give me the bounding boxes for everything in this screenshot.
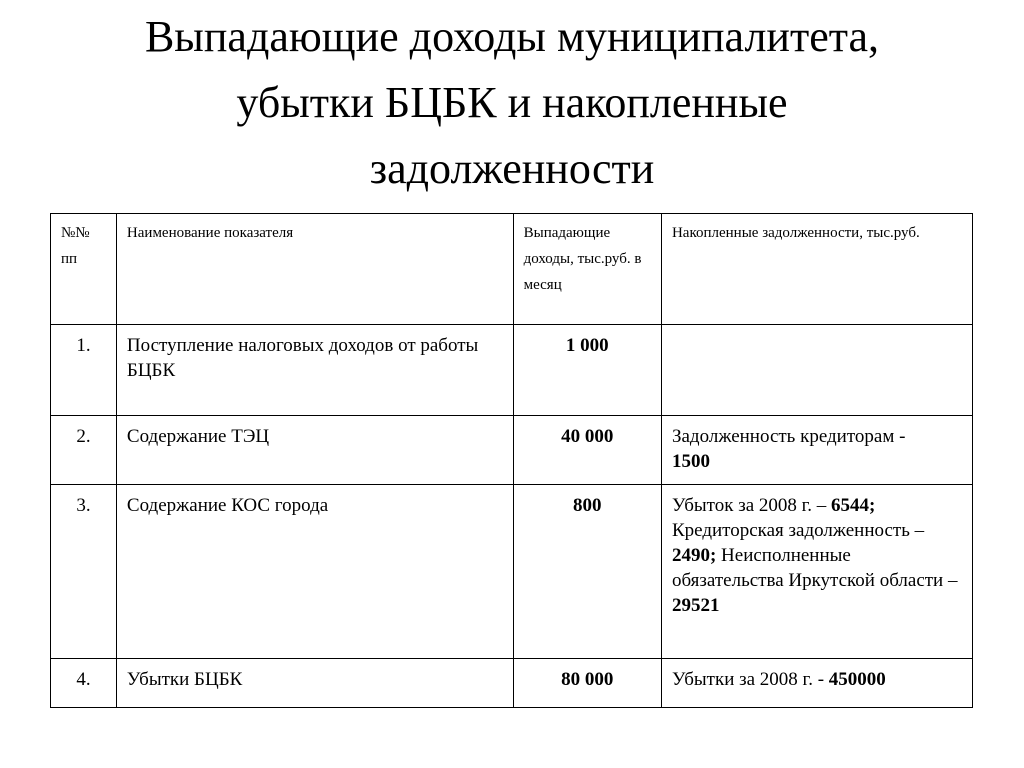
row-debt-value: 1500 bbox=[671, 451, 710, 472]
row-name: Поступление налоговых доходов от работы БЦБК bbox=[116, 325, 513, 416]
table-row bbox=[51, 485, 973, 659]
revenue-debt-table bbox=[50, 213, 973, 708]
header-name: Наименование показателя bbox=[116, 214, 513, 325]
title-line-1: Выпадающие доходы муниципалитета, bbox=[144, 12, 880, 61]
row-income: 40 000 bbox=[513, 416, 661, 485]
row-debt-value: 6544; bbox=[831, 495, 876, 516]
table-row bbox=[51, 416, 973, 485]
row-debt bbox=[661, 325, 972, 416]
row-name: Содержание ТЭЦ bbox=[116, 416, 513, 485]
table-row bbox=[51, 325, 973, 416]
header-debt: Накопленные задолженности, тыс.руб. bbox=[661, 214, 972, 325]
row-debt bbox=[661, 485, 972, 659]
row-income: 1 000 bbox=[513, 325, 661, 416]
row-number: 1. bbox=[51, 325, 117, 416]
row-number: 3. bbox=[51, 485, 117, 659]
row-debt-text: Кредиторская задолженность – bbox=[671, 520, 925, 541]
title-line-3: задолженности bbox=[369, 144, 655, 193]
row-debt bbox=[661, 659, 972, 708]
header-income: Выпадающие доходы, тыс.руб. в месяц bbox=[513, 214, 661, 325]
row-debt-text: Задолженность кредиторам - bbox=[671, 426, 906, 447]
header-number bbox=[51, 214, 117, 325]
row-debt-text: Неисполненные обязательства Иркутской области – bbox=[671, 545, 958, 591]
title-line-2: убытки БЦБК и накопленные bbox=[236, 78, 788, 127]
row-income: 800 bbox=[513, 485, 661, 659]
table-row bbox=[51, 659, 973, 708]
row-name: Содержание КОС города bbox=[116, 485, 513, 659]
row-debt-text: Убыток за 2008 г. – bbox=[671, 495, 832, 516]
page-title bbox=[0, 4, 1024, 202]
row-debt-text: Убытки за 2008 г. - bbox=[671, 669, 829, 690]
header-number-line2: пп bbox=[61, 251, 78, 267]
row-debt-value: 29521 bbox=[671, 595, 720, 616]
row-number: 2. bbox=[51, 416, 117, 485]
row-income: 80 000 bbox=[513, 659, 661, 708]
header-number-line1: №№ bbox=[61, 225, 90, 241]
table-header-row bbox=[51, 214, 973, 325]
row-number: 4. bbox=[51, 659, 117, 708]
row-debt-value: 450000 bbox=[828, 669, 886, 690]
row-debt-value: 2490; bbox=[671, 545, 717, 566]
row-debt bbox=[661, 416, 972, 485]
row-name: Убытки БЦБК bbox=[116, 659, 513, 708]
